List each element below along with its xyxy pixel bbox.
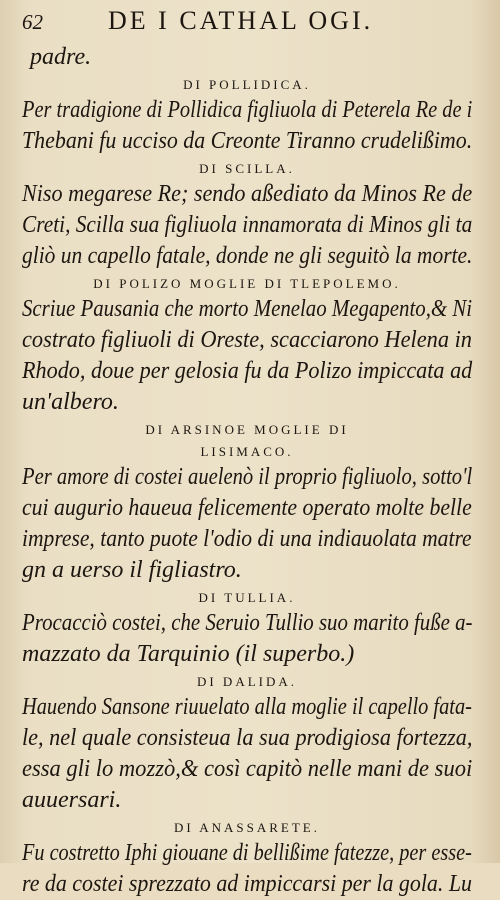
continuation-line: padre. xyxy=(30,44,92,70)
sections-container xyxy=(22,75,472,900)
text-line: gn a uerso il figliastro. xyxy=(22,557,242,583)
page-number: 62 xyxy=(22,10,43,34)
section-heading: DI DALIDA. xyxy=(196,674,298,689)
text-line: costrato figliuoli di Oreste, scacciarono Helena in xyxy=(22,327,472,353)
text-line: Per amore di costei auelenò il proprio figliuolo, sotto'l xyxy=(22,464,473,490)
text-line: Procacciò costei, che Seruio Tullio suo marito fuße a- xyxy=(22,610,473,636)
text-line: un'albero. xyxy=(22,389,119,415)
section-heading: LISIMACO. xyxy=(200,444,294,459)
text-line: essa gli lo mozzò,& così capitò nelle mani de suoi xyxy=(22,756,473,782)
running-title: DE I CATHAL OGI. xyxy=(108,6,374,35)
text-line: auuersari. xyxy=(22,787,122,813)
section-heading: DI POLLIDICA. xyxy=(183,77,311,92)
text-line: Rhodo, doue per gelosia fu da Polizo impiccata ad xyxy=(22,358,473,384)
text-line: cui augurio haueua felicemente operato molte belle xyxy=(22,495,472,521)
section-heading: DI SCILLA. xyxy=(199,161,295,176)
section xyxy=(22,420,472,586)
section-heading: DI ANASSARETE. xyxy=(173,820,320,835)
section-heading: DI ARSINOE MOGLIE DI xyxy=(145,422,349,437)
text-line: gliò un capello fatale, donde ne gli seguitò la morte. xyxy=(22,243,473,269)
section xyxy=(22,274,472,418)
text-line: le, nel quale consisteua la sua prodigiosa fortezza, xyxy=(22,725,473,751)
section xyxy=(22,75,472,157)
text-line: imprese, tanto puote l'odio di una indiauolata matre xyxy=(22,526,472,552)
text-line: Hauendo Sansone riuuelato alla moglie il capello fata- xyxy=(22,694,472,720)
section-heading: DI TULLIA. xyxy=(198,590,296,605)
page-header xyxy=(22,6,472,42)
text-line: mazzato da Tarquinio (il superbo.) xyxy=(22,641,355,667)
section xyxy=(22,588,472,670)
text-line: Creti, Scilla sua figliuola innamorata di Minos gli ta xyxy=(22,212,473,238)
section xyxy=(22,672,472,816)
section xyxy=(22,159,472,272)
text-line: Fu costretto Iphi giouane di bellißime fatezze, per esse- xyxy=(22,840,472,866)
section-heading: DI POLIZO MOGLIE DI TLEPOLEMO. xyxy=(93,276,401,291)
text-line: Thebani fu ucciso da Creonte Tiranno crudelißimo. xyxy=(22,128,473,154)
section xyxy=(22,818,472,900)
text-line: re da costei sprezzato ad impiccarsi per la gola. Lu xyxy=(22,871,472,897)
text-line: Niso megarese Re; sendo aßediato da Minos Re de xyxy=(22,181,473,207)
text-line: Per tradigione di Pollidica figliuola di Peterela Re de i xyxy=(22,97,473,123)
text-line: Scriue Pausania che morto Menelao Megapento,& Ni xyxy=(22,296,473,322)
